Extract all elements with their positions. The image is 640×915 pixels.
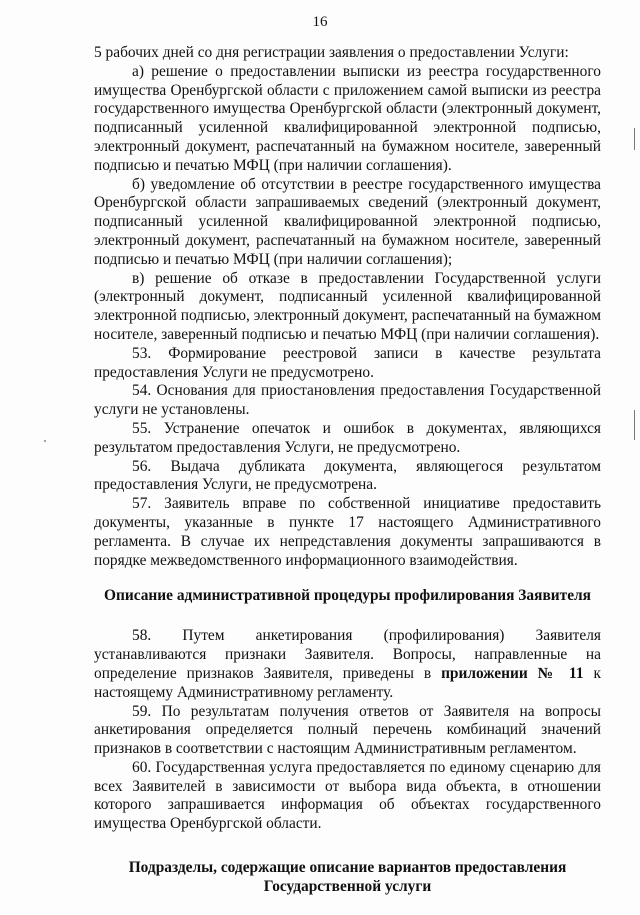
scan-artifact-dot	[44, 440, 46, 442]
section-heading-variants: Подразделы, содержащие описание вариантов предоставления Государственной услуги	[128, 859, 567, 896]
paragraph-item-c: в) решение об отказе в предоставлении Государственной услуги (электронный документ, подписанный усиленной квалифицированной электронной подписью, электронный документ, распечатанный на бумажном носителе, заверенный подписью и печатью МФЦ (при наличии соглашения).	[94, 269, 601, 343]
scan-artifact-line	[634, 128, 635, 150]
scan-artifact-line	[634, 410, 635, 440]
document-body	[94, 44, 601, 896]
paragraph-55: 55. Устранение опечаток и ошибок в документах, являющихся результатом предоставления Услуги, не предусмотрено.	[94, 419, 601, 456]
paragraph-intro: 5 рабочих дней со дня регистрации заявления о предоставлении Услуги:	[94, 44, 569, 61]
paragraph-58-text: 58. Путем анкетирования (профилирования) Заявителя устанавливаются признаки Заявителя. Вопросы, направленные на определение признаков Заявителя, приведены в	[94, 627, 601, 682]
paragraph-57: 57. Заявитель вправе по собственной инициативе предоставить документы, указанные в пункте 17 настоящего Административного регламента. В случае их непредставления документы запрашиваются в порядке межведомственного информационного взаимодействия.	[94, 495, 601, 569]
section-heading-profiling: Описание административной процедуры профилирования Заявителя	[104, 587, 591, 605]
paragraph-60: 60. Государственная услуга предоставляется по единому сценарию для всех Заявителей в зависимости от выбора вида объекта, в отношении которого запрашивается информация об объектах государственного имущества Оренбургской области.	[94, 758, 601, 833]
paragraph-item-a: а) решение о предоставлении выписки из реестра государственного имущества Оренбургской области с приложением самой выписки из реестра государственного имущества Оренбургской области (электронный документ, подписанный усиленной квалифицированной электронной подписью, электронный документ, распечатанный на бумажном носителе, заверенный подписью и печатью МФЦ (при наличии соглашения).	[94, 62, 601, 174]
paragraph-58	[94, 627, 601, 702]
page-number: 16	[312, 14, 328, 30]
paragraph-58-text-end: к настоящему Административному регламенту.	[94, 664, 602, 701]
paragraph-59: 59. По результатам получения ответов от Заявителя на вопросы анкетирования определяется полный перечень комбинаций значений признаков в соответствии с настоящим Административным регламентом.	[94, 702, 601, 758]
paragraph-54: 54. Основания для приостановления предоставления Государственной услуги не установлены.	[94, 382, 601, 419]
paragraph-56: 56. Выдача дубликата документа, являющегося результатом предоставления Услуги, не предусмотрена.	[94, 457, 601, 494]
appendix-reference: приложении № 11	[441, 664, 584, 682]
paragraph-53: 53. Формирование реестровой записи в качестве результата предоставления Услуги не предусмотрено.	[94, 344, 601, 381]
paragraph-item-b: б) уведомление об отсутствии в реестре государственного имущества Оренбургской области запрашиваемых сведений (электронный документ, подписанный усиленной квалифицированной электронной подписью, электронный документ, распечатанный на бумажном носителе, заверенный подписью и печатью МФЦ (при наличии соглашения);	[94, 175, 601, 268]
